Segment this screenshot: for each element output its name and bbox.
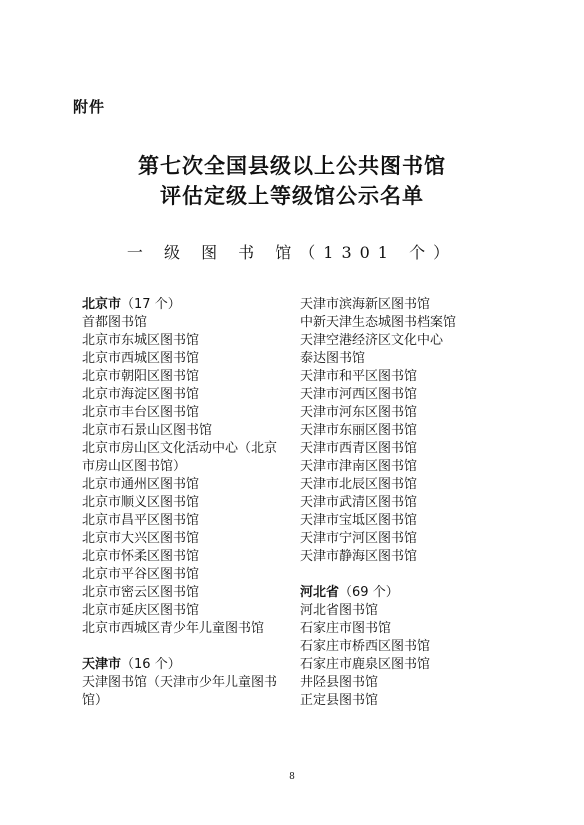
list-item: 天津市东丽区图书馆 xyxy=(300,423,418,438)
list-item: 石家庄市图书馆 xyxy=(300,621,392,636)
list-item: 井陉县图书馆 xyxy=(300,675,379,690)
list-item: 天津市西青区图书馆 xyxy=(300,441,418,456)
page-number: 8 xyxy=(289,772,295,782)
province-name: 北京市 xyxy=(82,297,122,312)
province-count: （69 个） xyxy=(339,585,399,600)
document-title-line-2: 评估定级上等级馆公示名单 xyxy=(160,183,424,208)
list-item: 天津市和平区图书馆 xyxy=(300,369,418,384)
list-item: 北京市海淀区图书馆 xyxy=(82,387,200,402)
province-name: 河北省 xyxy=(300,585,340,600)
list-item: 北京市东城区图书馆 xyxy=(82,333,200,348)
list-item: 北京市西城区图书馆 xyxy=(82,351,200,366)
list-item: 北京市石景山区图书馆 xyxy=(82,423,213,438)
list-item: 天津市武清区图书馆 xyxy=(300,495,418,510)
list-item: 北京市昌平区图书馆 xyxy=(82,513,200,528)
list-item: 北京市大兴区图书馆 xyxy=(82,531,200,546)
list-item: 首都图书馆 xyxy=(82,315,148,330)
list-item: 天津市河东区图书馆 xyxy=(300,405,418,420)
list-item: 天津市滨海新区图书馆 xyxy=(300,297,431,312)
left-column xyxy=(82,296,287,710)
list-item: 泰达图书馆 xyxy=(300,351,366,366)
list-item: 北京市房山区文化活动中心（北京市房山区图书馆） xyxy=(82,441,278,474)
list-item: 天津市河西区图书馆 xyxy=(300,387,418,402)
list-item: 河北省图书馆 xyxy=(300,603,379,618)
province-count: （17 个） xyxy=(121,297,181,312)
province-name: 天津市 xyxy=(82,657,122,672)
list-item: 天津市静海区图书馆 xyxy=(300,549,418,564)
list-item: 北京市平谷区图书馆 xyxy=(82,567,200,582)
list-item: 北京市丰台区图书馆 xyxy=(82,405,200,420)
attachment-label: 附件 xyxy=(73,98,106,116)
list-item: 中新天津生态城图书档案馆 xyxy=(300,315,457,330)
province-heading-hebei xyxy=(300,584,505,602)
level-heading: 一 级 图 书 馆（1301 个） xyxy=(126,243,458,262)
list-item: 天津市津南区图书馆 xyxy=(300,459,418,474)
list-item: 正定县图书馆 xyxy=(300,693,379,708)
list-item: 天津市宝坻区图书馆 xyxy=(300,513,418,528)
list-item: 北京市密云区图书馆 xyxy=(82,585,200,600)
section-gap xyxy=(300,566,505,584)
list-item: 北京市朝阳区图书馆 xyxy=(82,369,200,384)
section-gap xyxy=(82,638,287,656)
list-item: 天津图书馆（天津市少年儿童图书馆） xyxy=(82,675,278,708)
list-item: 天津空港经济区文化中心 xyxy=(300,333,444,348)
document-title-line-1: 第七次全国县级以上公共图书馆 xyxy=(138,153,446,178)
province-heading-tianjin xyxy=(82,656,287,674)
right-column xyxy=(300,296,505,710)
list-item: 石家庄市鹿泉区图书馆 xyxy=(300,657,431,672)
list-item: 北京市延庆区图书馆 xyxy=(82,603,200,618)
list-item: 北京市通州区图书馆 xyxy=(82,477,200,492)
province-heading-beijing xyxy=(82,296,287,314)
list-item: 天津市北辰区图书馆 xyxy=(300,477,418,492)
list-item: 天津市宁河区图书馆 xyxy=(300,531,418,546)
list-item: 石家庄市桥西区图书馆 xyxy=(300,639,431,654)
province-count: （16 个） xyxy=(121,657,181,672)
list-item: 北京市西城区青少年儿童图书馆 xyxy=(82,621,265,636)
list-item: 北京市顺义区图书馆 xyxy=(82,495,200,510)
list-item: 北京市怀柔区图书馆 xyxy=(82,549,200,564)
